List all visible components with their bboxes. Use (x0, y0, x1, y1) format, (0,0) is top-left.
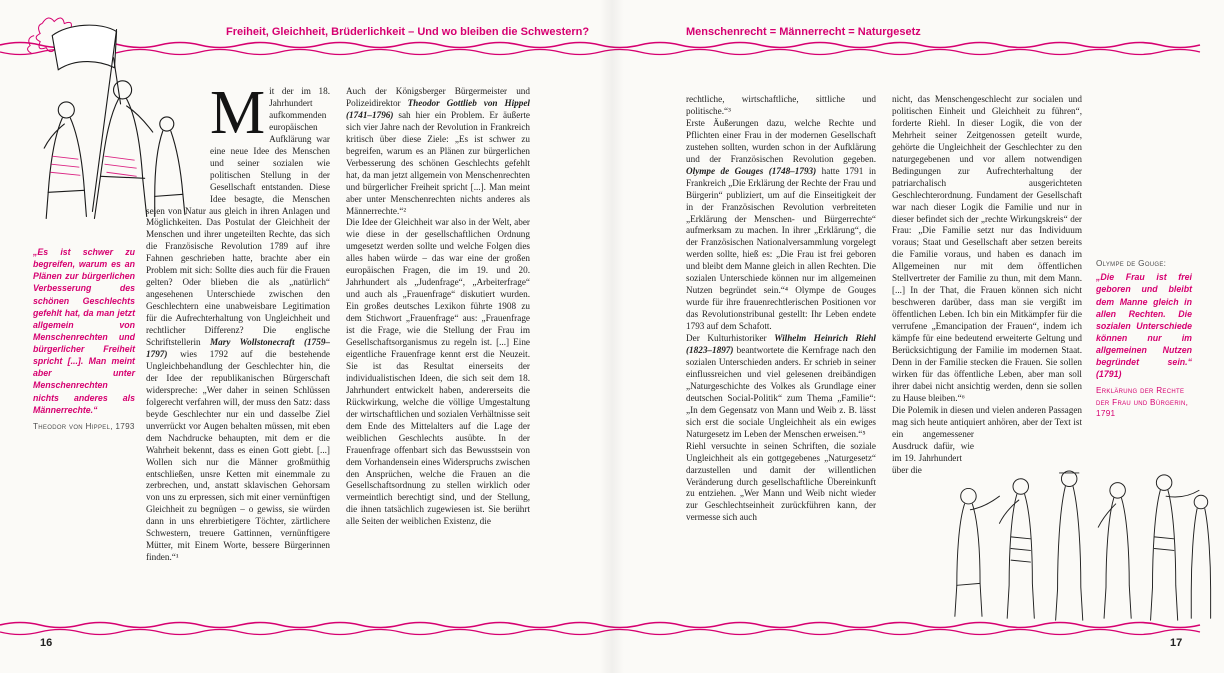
paragraph (686, 333, 876, 441)
margin-quote-text: „Es ist schwer zu begreifen, warum es an Plänen zur bürgerlichen Verbesserung des schönen Geschlechts gefehlt hat, da man jetzt allgemein von Menschenrechten und bürgerlicher Freiheit spricht [...]. Man meint aber unter Menschenrechten nichts anderes als Männerrechte.“ (33, 247, 135, 415)
illustration-group-caricature (926, 440, 1224, 626)
left-page-header: Freiheit, Gleichheit, Brüderlichkeit – Und wo bleiben die Schwestern? (226, 26, 590, 38)
page-number-left: 16 (40, 637, 53, 649)
text-segment: Riehl versuchte in seinen Schriften, die soziale Ungleichheit als ein gottgegebenes „Naturgesetz“ darzustellen und damit der willentlichen Veränderung durch gesellschaftliche Übereinkunft zu entziehen. „Wer Mann und Weib nicht wieder zur Geschlechtseinheit zurückführen kann, der vermesse sich auch (686, 440, 876, 523)
margin-note-attribution: Erklärung der Rechte der Frau und Bürgerin, 1791 (1096, 386, 1189, 419)
paragraph (686, 94, 876, 118)
right-page-header: Menschenrecht = Männerrecht = Naturgesetz (686, 26, 921, 38)
paragraph (686, 441, 876, 525)
text-segment: Theodor Gottlieb von Hippel (1741–1796) (346, 97, 530, 120)
paragraph (346, 86, 530, 217)
bottom-decorative-wavy-rule (0, 620, 1224, 638)
text-segment: Mary Wollstonecraft (1759–1797) (146, 337, 330, 359)
column-1 (146, 86, 330, 622)
margin-quote-left (33, 246, 135, 432)
paragraph (892, 94, 1082, 405)
margin-note-text: „Die Frau ist frei geboren und bleibt dem Manne gleich in allen Rechten. Die sozialen Unterschiede können nur im allgemeinen Nutzen begründet sein.“ (1791) (1096, 272, 1192, 380)
text-segment: Wilhelm Heinrich Riehl (1823–1897) (686, 333, 876, 356)
text-segment: Die Polemik in diesen und vielen anderen Passagen mag sich heute antiquiert anhören, aber der Text ist ein angemessener Ausdruck dafür, wie im 19. Jahrhundert über die (892, 404, 1082, 475)
page-number-right: 17 (1170, 637, 1183, 649)
drop-cap: M (210, 86, 266, 147)
paragraph (346, 217, 530, 528)
text-segment: Die Idee der Gleichheit war also in der Welt, aber wie diese in der gesellschaftlichen Ordnung umgesetzt werden sollte und welche Folgen dies alles haben würde – das war eine der großen europäischen Fragen, die im 19. und 20. Jahrhundert als „Judenfrage“, „Arbeiterfrage“ und auch als „Frauenfrage“ diskutiert wurden. Ein großes deutsches Lexikon führte 1908 zu dem Stichwort „Frauenfrage“ aus: „Frauenfrage ist die Frage, wie die Stellung der Frau im Gesellschaftsorganismus zu regeln ist. [...] Eine eigentliche Frauenfrage kennt erst die Neuzeit. Sie ist das Resultat einerseits der individualistischen Ideen, die sich seit dem 18. Jahrhundert entwickelt haben, andererseits die Rückwirkung, welche die völlige Umgestaltung der wirtschaftlichen und sozialen Verhältnisse seit dem Ende des Mittelalters auf die Lage der weiblichen Geschlechts ausübte. In der Frauenfrage offenbart sich das Bewusstsein von dem Vorhandensein eines Widerspruchs zwischen den Ansprüchen, welche die Frauen an die Gesellschaftsordnung zu stellen wirklich oder vermeintlich berechtigt sind, und der Stellung, die ihnen tatsächlich zugewiesen ist. Sie berührt alle Seiten der weiblichen Existenz, die (346, 217, 530, 527)
margin-note-label: Olympe de Gouge: (1096, 259, 1167, 268)
text-segment: sah hier ein Problem. Er äußerte sich vier Jahre nach der Revolution in Frankreich kritisch über diese Ziele: „Es ist schwer zu begreifen, warum es an Plänen zur bürgerlichen Verbesserung des schönen Geschlechts gefehlt hat, da man jetzt allgemein von Menschenrechten und bürgerlicher Freiheit spricht [...]. Man meint aber unter Menschenrechten nichts anderes als Männerrechte.“² (346, 109, 530, 216)
illustration-wrap-spacer (146, 86, 210, 202)
page-fold (600, 0, 624, 673)
text-segment: it der im 18. Jahrhundert aufkommenden europäischen Aufklärung war eine neue Idee des Menschen und seiner sozialen wie politischen Stellung in der Gesellschaft entstanden. Diese Idee besagte, die Menschen seien von Natur aus gleich in ihren Anlagen und Möglichkeiten. Das Postulat der Gleichheit der Menschen und ihrer ungeteilten Rechte, das sich die Französische Revolution 1789 auf ihre Fahnen geschrieben hatte, brachte aber ein Problem mit sich: Sollte dies auch für die Frauen gelten? Oder blieben die als „natürlich“ angesehenen Unterschiede zwischen den Geschlechtern eine unabweisbare Legitimation für die Aufrechterhaltung von Ungleichheit und rechtlicher Differenz? Die englische Schriftstellerin (146, 86, 330, 348)
paragraph (686, 118, 876, 333)
text-segment: beantwortete die Kernfrage nach den sozialen Unterschieden anders. Er schrieb in seiner einflussreichen und viel gelesenen dreibändigen „Naturgeschichte des Volkes als Grundlage einer deutschen Social-Politik“ zum Thema „Familie“: „In dem Gegensatz von Mann und Weib z. B. lässt sich erst die sociale Ungleichheit als ein ewiges Naturgesetz im Leben der Menschen erweisen.“⁵ (686, 345, 876, 439)
margin-note-right (1096, 258, 1192, 419)
text-segment: Olympe de Gouges (1748–1793) (686, 165, 817, 176)
text-segment: wies 1792 auf die bestehende Ungleichbehandlung der Geschlechter hin, die der Idee der republikanischen Bürgerschaft widerspreche: „Wer daher in seinen Schlüssen folgerecht verfahren will, der muss den Satz: dass beyde Geschlechter nur ein und dasselbe Ziel unverrückt vor Augen behalten müssen, mit eben dem Nachdrucke behaupten, mit dem er die Wahrheit bekennt, dass es einen Gott giebt. [...] Wollen sich nur die Männer großmüthig entschließen, unsre Ketten mit einemmale zu zerbrechen, und, anstatt sklavischen Gehorsam von uns zu erpressen, sich mit einer vernünftigen Gleichheit zu begnügen – o gewiss, sie würden dann in uns ehrerbietigere Töchter, zärtlichere Schwestern, treuere Gattinnen, vernünftigere Mütter, mit Einem Worte, bessere Bürgerinnen finden.“¹ (146, 348, 330, 563)
text-segment: nicht, das Menschengeschlecht zur socialen und politischen Einheit und Gleichheit zu führen“, forderte Riehl. In dieser Logik, die von der Mehrheit seiner Zeitgenossen geteilt wurde, gehörte die Ungleichheit der Geschlechter zu den naturgegebenen und vor allem notwendigen Bedingungen zur Aufrechterhaltung der patriarchalisch ausgerichteten Geschlechterordnung. Fundament der Gesellschaft war nach dieser Logik die Familie und nur in dieser befindet sich der „rechte Wirkungskreis“ der Frau: „Die Familie setzt nur das Individuum voraus; Staat und Gesellschaft aber setzen bereits die Familie voraus, und haben es danach im Allgemeinen nur mit dem öffentlichen Stellvertreter der Familie zu thun, mit dem Mann. [...] In der That, die Frauen können sich nicht beschweren darüber, dass man sie vergißt im öffentlichen Leben. Ich bin ein Mitkämpfer für die verrufene „Emancipation der Frauen“, indem ich kämpfe für eine bedeutend erweiterte Geltung und Berücksichtigung der Familie im modernen Staat. Denn in der Familie stecken die Frauen. Sie sollen wirken für das öffentliche Leben, aber man soll ihrer dabei nicht ansichtig werden, denn sie sollen zu Hause bleiben.“⁶ (892, 94, 1082, 403)
text-segment: hatte 1791 in Frankreich „Die Erklärung der Rechte der Frau und Bürgerin“ publiziert, um auf die Einseitigkeit der in der Französischen Revolution verbreiteten „Erklärung der Menschen- und Bürgerrechte“ aufmerksam zu machen. In ihrer „Erklärung“, die der Französischen Nationalversammlung vorgelegt werden sollte, hieß es: „Die Frau ist frei geboren und bleibt dem Manne gleich in allen Rechten. Die sozialen Unterschiede können nur im allgemeinen Nutzen begründet sein.“⁴ Olympe de Gouges wurde für ihre frauenrechtlerischen Positionen vor das Revolutionstribunal gestellt: Ihr Leben endete 1793 auf dem Schafott. (686, 165, 876, 332)
text-segment: rechtliche, wirtschaftliche, sittliche und politische.“³ (686, 94, 876, 116)
column-3 (686, 94, 876, 622)
column-2 (346, 86, 530, 622)
text-segment: Auch der Königsberger Bürgermeister und Polizeidirektor (346, 86, 530, 108)
text-segment: Erste Äußerungen dazu, welche Rechte und Pflichten einer Frau in der modernen Gesellschaft zustehen sollten, wurden schon in der Aufklärung und der Französischen Revolution gegeben. (686, 117, 876, 164)
margin-quote-attribution: Theodor von Hippel, 1793 (33, 421, 135, 431)
text-segment: Der Kulturhistoriker (686, 333, 775, 344)
